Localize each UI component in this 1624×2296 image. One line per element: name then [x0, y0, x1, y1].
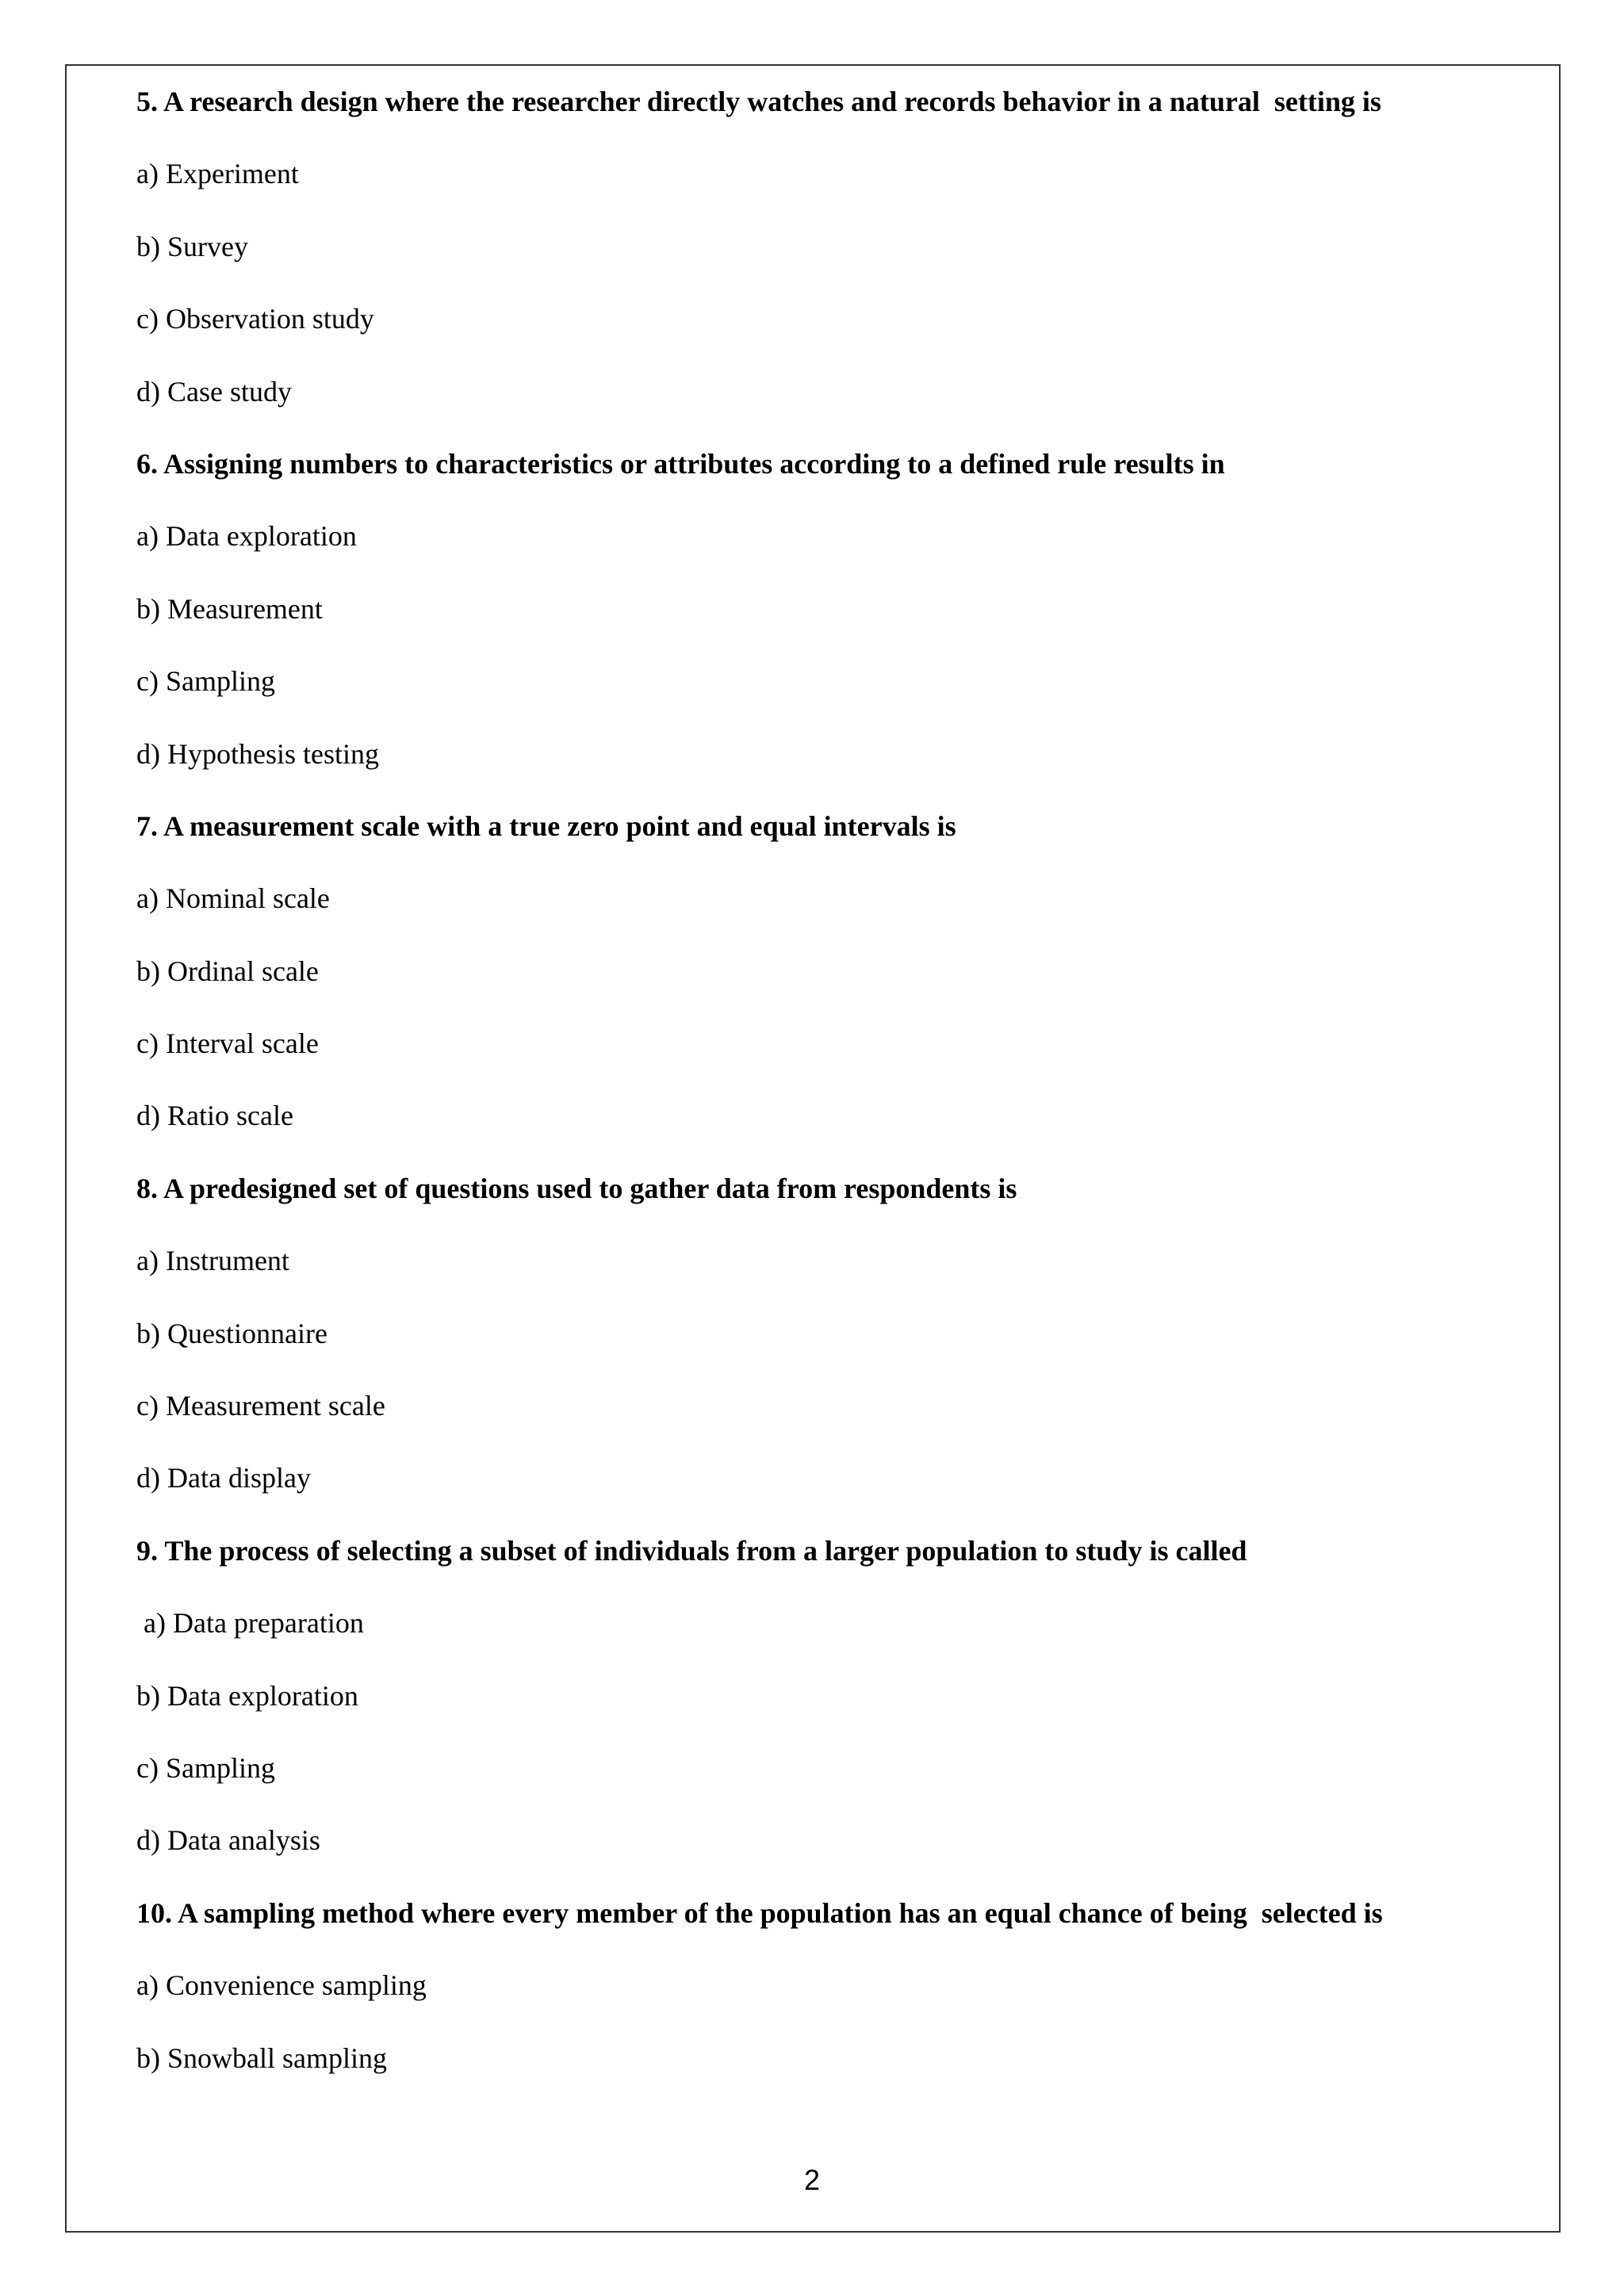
question-6-prompt: 6. Assigning numbers to characteristics or attributes according to a defined rule results in	[136, 447, 1225, 480]
question-8-option-d: d) Data display	[136, 1462, 311, 1494]
question-6-option-c: c) Sampling	[136, 665, 275, 698]
question-9-prompt: 9. The process of selecting a subset of individuals from a larger population to study is called	[136, 1534, 1247, 1567]
question-5-option-d: d) Case study	[136, 375, 292, 408]
question-7-option-c: c) Interval scale	[136, 1027, 319, 1060]
question-6-option-b: b) Measurement	[136, 592, 323, 625]
question-6-option-d: d) Hypothesis testing	[136, 737, 379, 770]
question-9-option-b: b) Data exploration	[136, 1679, 358, 1712]
question-6-option-a: a) Data exploration	[136, 520, 357, 553]
question-7-option-a: a) Nominal scale	[136, 882, 330, 915]
question-list	[136, 78, 1532, 2107]
question-5-option-c: c) Observation study	[136, 303, 374, 335]
question-7-option-b: b) Ordinal scale	[136, 955, 319, 987]
question-7-prompt: 7. A measurement scale with a true zero point and equal intervals is	[136, 809, 956, 842]
question-8-prompt: 8. A predesigned set of questions used to gather data from respondents is	[136, 1172, 1017, 1204]
question-7-option-d: d) Ratio scale	[136, 1100, 293, 1132]
page-number: 2	[803, 2164, 821, 2196]
question-5-prompt: 5. A research design where the researcher directly watches and records behavior in a natural setting is	[136, 86, 1381, 117]
question-9-option-c: c) Sampling	[136, 1751, 275, 1784]
question-5-option-b: b) Survey	[136, 230, 248, 262]
question-10-prompt: 10. A sampling method where every member of the population has an equal chance of being selected is	[136, 1896, 1383, 1929]
question-5-option-a: a) Experiment	[136, 158, 299, 190]
question-8-option-c: c) Measurement scale	[136, 1390, 385, 1422]
question-8-option-a: a) Instrument	[136, 1245, 289, 1277]
question-10-option-b: b) Snowball sampling	[136, 2042, 387, 2074]
question-9-option-a: a) Data preparation	[136, 1607, 364, 1640]
question-10-option-a: a) Convenience sampling	[136, 1969, 427, 2002]
question-8-option-b: b) Questionnaire	[136, 1317, 327, 1349]
question-9-option-d: d) Data analysis	[136, 1824, 320, 1857]
